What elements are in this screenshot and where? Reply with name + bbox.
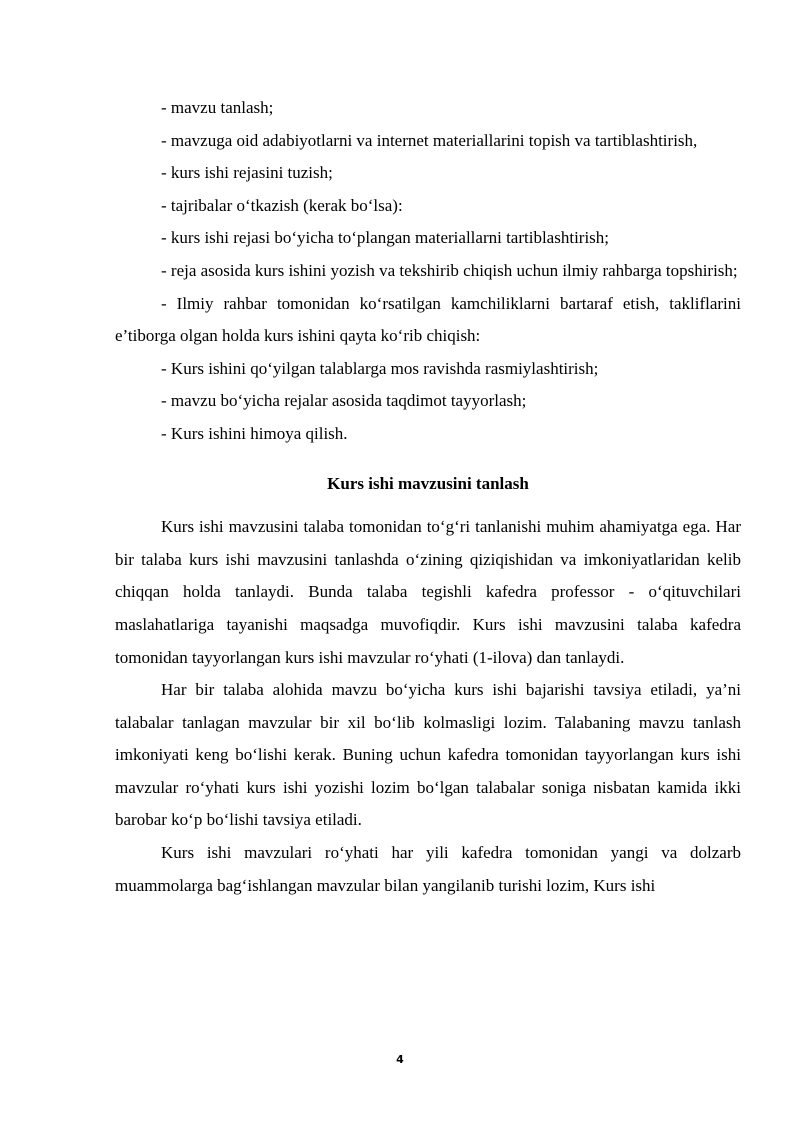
list-item-presentation: - mavzu bo‘yicha rejalar asosida taqdimot tayyorlash; xyxy=(161,391,527,411)
list-item-experiments: - tajribalar o‘tkazish (kerak bo‘lsa): xyxy=(161,195,403,215)
page-content xyxy=(115,92,741,902)
paragraph-1: Kurs ishi mavzusini talaba tomonidan to‘g‘ri tanlanishi muhim ahamiyatga ega. Har bir talaba kurs ishi mavzusini tanlashda o‘zining qiziqishidan va imkoniyatlaridan kelib chiqqan holda tanlaydi. Bunda talaba tegishli kafedra professor - o‘qituvchilari maslahatlariga tayanishi maqsadga muvofiqdir. Kurs ishi mavzusini talaba kafedra tomonidan tayyorlangan kurs ishi mavzular ro‘yhati (1-ilova) dan tanlaydi. xyxy=(115,517,741,667)
section-heading: Kurs ishi mavzusini tanlash xyxy=(327,473,529,493)
paragraph-2: Har bir talaba alohida mavzu bo‘yicha kurs ishi bajarishi tavsiya etiladi, ya’ni talabalar tanlagan mavzular bir xil bo‘lib kolmasligi lozim. Talabaning mavzu tanlash imkoniyati keng bo‘lishi kerak. Buning uchun kafedra tomonidan tayyorlangan kurs ishi mavzular ro‘yhati kurs ishi yozishi lozim bo‘lgan talabalar soniga nisbatan kamida ikki barobar ko‘p bo‘lishi tavsiya etiladi. xyxy=(115,680,741,830)
list-item-format: - Kurs ishini qo‘yilgan talablarga mos ravishda rasmiylashtirish; xyxy=(161,358,599,378)
list-item-plan: - kurs ishi rejasini tuzish; xyxy=(161,163,333,183)
list-item-literature: - mavzuga oid adabiyotlarni va internet materiallarini topish va tartiblashtirish, xyxy=(161,130,698,150)
list-item-write-submit: - reja asosida kurs ishini yozish va tekshirib chiqish uchun ilmiy rahbarga topshirish; xyxy=(161,260,738,280)
paragraph-3: Kurs ishi mavzulari ro‘yhati har yili kafedra tomonidan yangi va dolzarb muammolarga bag‘ishlangan mavzular bilan yangilanib turishi lozim, Kurs ishi xyxy=(115,843,741,895)
list-item-defense: - Kurs ishini himoya qilish. xyxy=(161,423,348,443)
list-item-organize: - kurs ishi rejasi bo‘yicha to‘plangan materiallarni tartiblashtirish; xyxy=(161,228,610,248)
list-item-revise: - Ilmiy rahbar tomonidan ko‘rsatilgan kamchiliklarni bartaraf etish, takliflarini e’tiborga olgan holda kurs ishini qayta ko‘rib chiqish: xyxy=(115,293,741,346)
list-item-topic-selection: - mavzu tanlash; xyxy=(161,98,274,117)
page-number: 4 xyxy=(396,1053,404,1066)
